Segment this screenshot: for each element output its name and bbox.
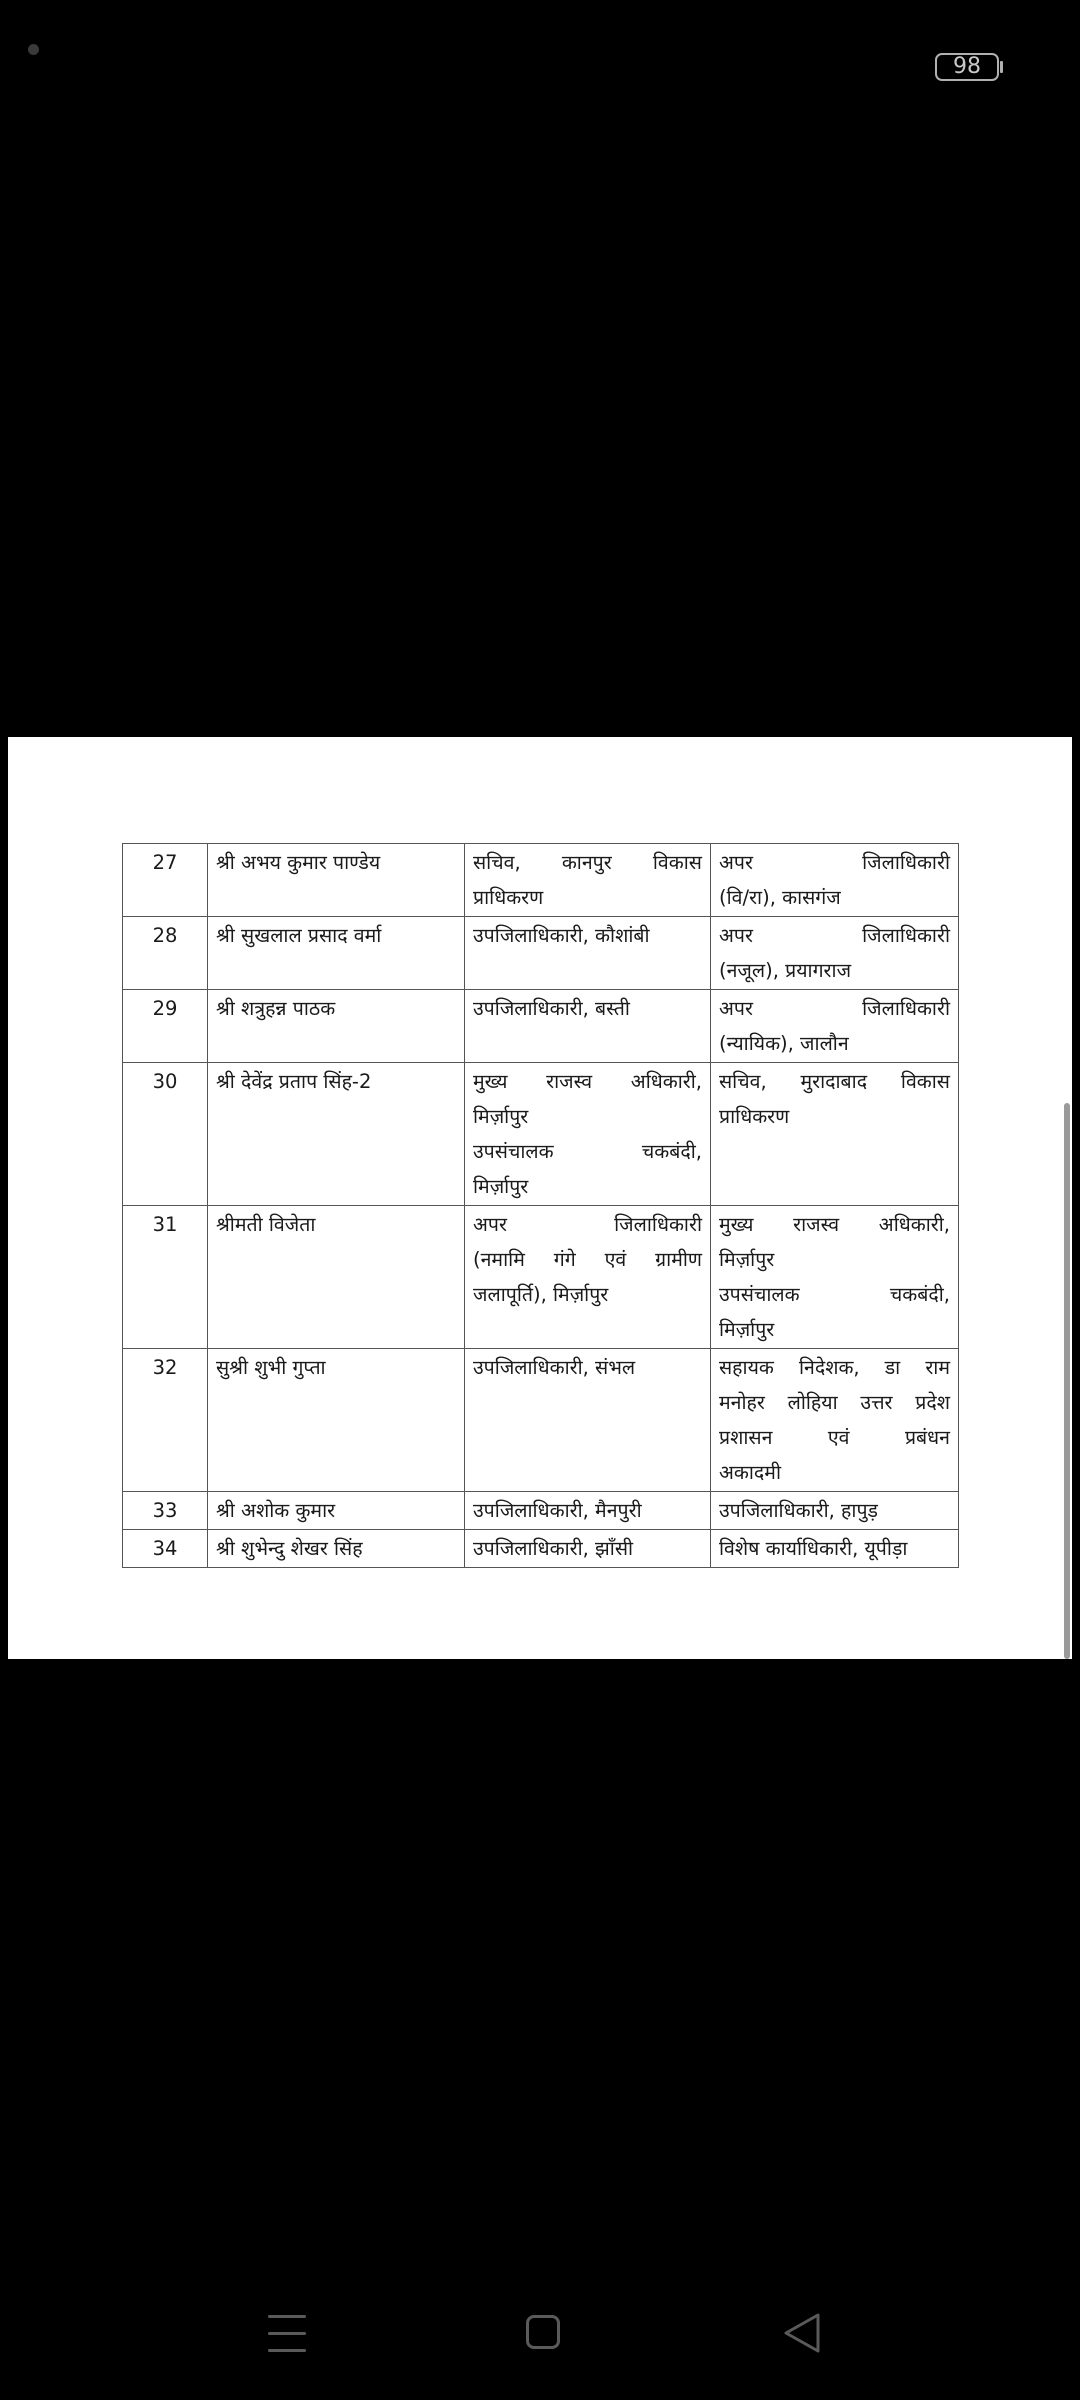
table-row — [123, 844, 959, 917]
current-post-cell — [465, 1530, 711, 1568]
current-post-cell — [465, 990, 711, 1063]
officer-name-cell: श्री देवेंद्र प्रताप सिंह-2 — [208, 1063, 465, 1206]
current-post-line: उपजिलाधिकारी, झाँसी — [473, 1537, 634, 1560]
new-post-line: मिर्ज़ापुर — [719, 1318, 775, 1341]
transfer-table — [122, 843, 959, 1568]
new-post-cell — [711, 1349, 959, 1492]
officer-name-cell: श्री सुखलाल प्रसाद वर्मा — [208, 917, 465, 990]
table-row — [123, 1530, 959, 1568]
serial-number-cell: 31 — [123, 1206, 208, 1349]
new-post-cell — [711, 1492, 959, 1530]
officer-name-cell: श्री अशोक कुमार — [208, 1492, 465, 1530]
current-post-line: उपजिलाधिकारी, कौशांबी — [473, 924, 650, 947]
new-post-line: (नजूल), प्रयागराज — [719, 959, 852, 982]
serial-number-cell: 32 — [123, 1349, 208, 1492]
new-post-line: मिर्ज़ापुर — [719, 1248, 775, 1271]
new-post-line: प्रशासन एवं प्रबंधन — [719, 1426, 950, 1449]
recents-menu-icon[interactable] — [268, 2315, 306, 2353]
serial-number-cell: 30 — [123, 1063, 208, 1206]
serial-number-cell: 27 — [123, 844, 208, 917]
table-row — [123, 990, 959, 1063]
transfer-table-body — [123, 844, 959, 1568]
battery-tip-icon — [1000, 61, 1003, 73]
document-page[interactable] — [8, 737, 1072, 1659]
home-square-icon[interactable] — [526, 2315, 560, 2349]
scrollbar[interactable] — [1064, 1103, 1070, 1659]
current-post-cell — [465, 1206, 711, 1349]
new-post-cell — [711, 844, 959, 917]
current-post-line: मिर्ज़ापुर — [473, 1175, 529, 1198]
officer-name-cell: श्री अभय कुमार पाण्डेय — [208, 844, 465, 917]
serial-number-cell: 28 — [123, 917, 208, 990]
new-post-line: सचिव, मुरादाबाद विकास — [719, 1070, 950, 1093]
battery-level-text: 98 — [953, 54, 981, 79]
table-row — [123, 1492, 959, 1530]
new-post-line: अपर जिलाधिकारी — [719, 997, 950, 1020]
officer-name-cell: श्री शुभेन्दु शेखर सिंह — [208, 1530, 465, 1568]
new-post-cell — [711, 917, 959, 990]
new-post-line: (न्यायिक), जालौन — [719, 1032, 849, 1055]
current-post-cell — [465, 844, 711, 917]
navigation-bar — [0, 2296, 1080, 2376]
current-post-line: प्राधिकरण — [473, 886, 544, 909]
new-post-cell — [711, 1530, 959, 1568]
new-post-line: सहायक निदेशक, डा राम — [719, 1356, 950, 1379]
serial-number-cell: 34 — [123, 1530, 208, 1568]
officer-name-cell: सुश्री शुभी गुप्ता — [208, 1349, 465, 1492]
current-post-line: उपजिलाधिकारी, बस्ती — [473, 997, 630, 1020]
current-post-line: उपजिलाधिकारी, मैनपुरी — [473, 1499, 642, 1522]
current-post-line: (नमामि गंगे एवं ग्रामीण — [473, 1248, 702, 1271]
serial-number-cell: 29 — [123, 990, 208, 1063]
current-post-line: उपजिलाधिकारी, संभल — [473, 1356, 636, 1379]
back-triangle-icon[interactable] — [782, 2312, 822, 2354]
new-post-cell — [711, 1206, 959, 1349]
new-post-line: उपसंचालक चकबंदी, — [719, 1283, 950, 1306]
current-post-cell — [465, 1349, 711, 1492]
new-post-line: मुख्य राजस्व अधिकारी, — [719, 1213, 950, 1236]
current-post-line: मुख्य राजस्व अधिकारी, — [473, 1070, 702, 1093]
officer-name-cell: श्रीमती विजेता — [208, 1206, 465, 1349]
current-post-line: मिर्ज़ापुर — [473, 1105, 529, 1128]
notification-dot-icon — [28, 44, 39, 55]
table-row — [123, 1349, 959, 1492]
table-row — [123, 1063, 959, 1206]
new-post-line: अकादमी — [719, 1461, 781, 1484]
serial-number-cell: 33 — [123, 1492, 208, 1530]
current-post-line: सचिव, कानपुर विकास — [473, 851, 702, 874]
new-post-cell — [711, 1063, 959, 1206]
new-post-line: प्राधिकरण — [719, 1105, 790, 1128]
current-post-cell — [465, 1492, 711, 1530]
table-row — [123, 1206, 959, 1349]
current-post-cell — [465, 917, 711, 990]
new-post-line: अपर जिलाधिकारी — [719, 924, 950, 947]
current-post-cell — [465, 1063, 711, 1206]
new-post-line: उपजिलाधिकारी, हापुड़ — [719, 1499, 878, 1522]
officer-name-cell: श्री शत्रुहन्न पाठक — [208, 990, 465, 1063]
table-row — [123, 917, 959, 990]
new-post-line: (वि/रा), कासगंज — [719, 886, 841, 909]
current-post-line: उपसंचालक चकबंदी, — [473, 1140, 702, 1163]
new-post-line: मनोहर लोहिया उत्तर प्रदेश — [719, 1391, 950, 1414]
current-post-line: जलापूर्ति), मिर्ज़ापुर — [473, 1283, 609, 1306]
current-post-line: अपर जिलाधिकारी — [473, 1213, 702, 1236]
new-post-line: अपर जिलाधिकारी — [719, 851, 950, 874]
new-post-line: विशेष कार्याधिकारी, यूपीड़ा — [719, 1537, 908, 1560]
new-post-cell — [711, 990, 959, 1063]
battery-indicator — [935, 53, 999, 81]
